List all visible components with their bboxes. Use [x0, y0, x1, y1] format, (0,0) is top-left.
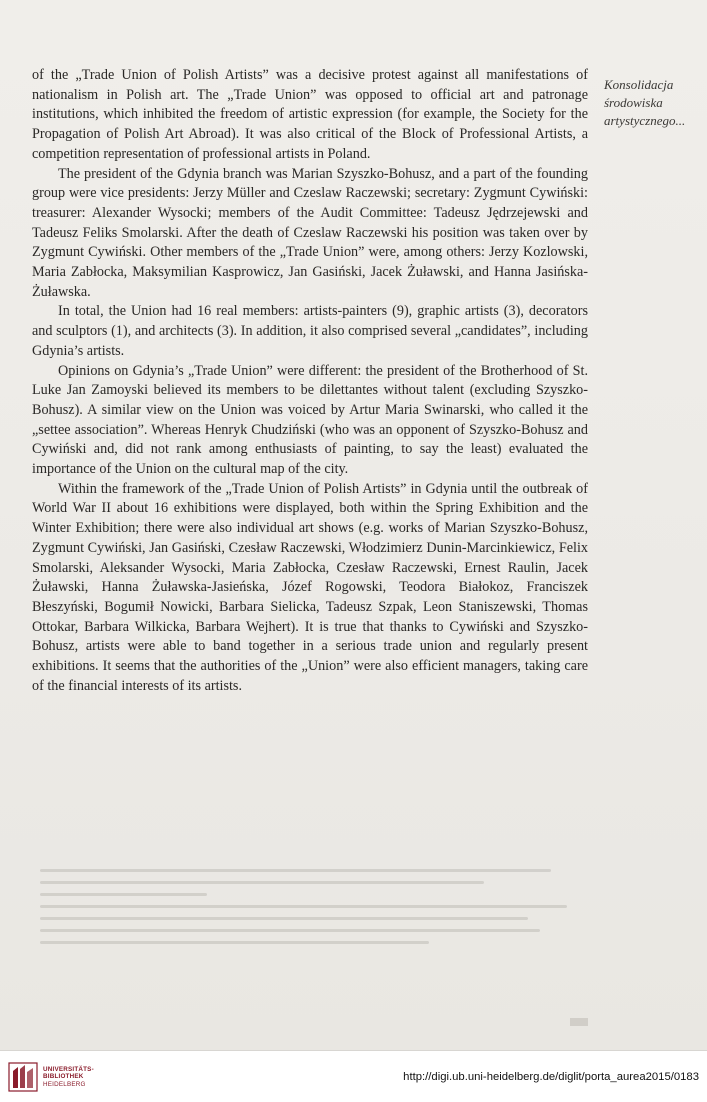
library-name	[43, 1066, 94, 1088]
margin-note-line: artystycznego...	[604, 113, 686, 128]
margin-note-line: Konsolidacja	[604, 77, 674, 92]
body-text	[32, 66, 588, 697]
permalink-url[interactable]: http://digi.ub.uni-heidelberg.de/diglit/porta_aurea2015/0183	[403, 1071, 699, 1083]
show-through-text	[40, 860, 595, 980]
paragraph: Opinions on Gdynia’s „Trade Union” were different: the president of the Brotherhood of St. Luke Jan Zamoyski believed its members to be dilettantes without talent (excluding Szyszko-Bohusz). A similar view on the Union was voiced by Artur Maria Swinarski, who called it the „settee association”. Whereas Henryk Chudziński (who was an opponent of Szyszko-Bohusz and Cywiński and, did not rank among enthusiasts of painting, to say the least) evaluated the importance of the Union on the cultural map of the city.	[32, 362, 588, 478]
university-library-logo-icon[interactable]	[8, 1061, 38, 1093]
margin-note-line: środowiska	[604, 95, 663, 110]
paragraph: In total, the Union had 16 real members: artists-painters (9), graphic artists (3), decorators and sculptors (1), and architects (3). In addition, it also comprised several „candidates”, including Gdynia’s artists.	[32, 303, 588, 359]
paragraph: The president of the Gdynia branch was Marian Szyszko-Bohusz, and a part of the founding group were vice presidents: Jerzy Müller and Czeslaw Raczewski; secretary: Zygmunt Cywiński: treasurer: Alexander Wysocki; members of the Audit Committee: Tadeusz Jędrzejewski and Tadeusz Feliks Smolarski. After the death of Czeslaw Raczewski his position was taken over by Zygmunt Cywiński. Other members of the „Trade Union” were, among others: Jerzy Kozlowski, Maria Zabłocka, Maksymilian Kasprowicz, Jan Gasiński, Jacek Żuławski, and Hanna Jasińska-Żuławska.	[32, 165, 588, 300]
show-through-page-number	[570, 1018, 588, 1026]
viewer-footer	[0, 1050, 707, 1102]
library-name-line: BIBLIOTHEK	[43, 1073, 84, 1081]
library-name-line: UNIVERSITÄTS-	[43, 1066, 94, 1073]
library-name-line: HEIDELBERG	[43, 1080, 86, 1088]
paragraph: of the „Trade Union of Polish Artists” was a decisive protest against all manifestations of nationalism in Polish art. The „Trade Union” was opposed to official art and patronage institutions, which inhibited the freedom of artistic expression (for example, the Society for the Propagation of Polish Art Abroad). It was also critical of the Block of Professional Artists, a competition representation of professional artists in Poland.	[32, 67, 588, 162]
margin-note	[604, 76, 704, 130]
paragraph: Within the framework of the „Trade Union of Polish Artists” in Gdynia until the outbreak of World War II about 16 exhibitions were displayed, both within the Spring Exhibition and the Winter Exhibition; there were also individual art shows (e.g. works of Marian Szyszko-Bohusz, Zygmunt Cywiński, Jan Gasiński, Czesław Raczewski, Włodzimierz Dunin-Marcinkiewicz, Felix Smolarski, Aleksander Wysocki, Maria Zabłocka, Czesław Raczewski, Ernest Raulin, Jacek Żuławski, Hanna Żuławska-Jasieńska, Józef Rogowski, Teodora Białokoz, Franciszek Błeszyński, Bogumił Nowicki, Barbara Sielicka, Tadeusz Szpak, Leon Staniszewski, Thomas Ottokar, Barbara Wilkicka, Barbara Wejhert). It is true that thanks to Cywiński and Szyszko-Bohusz, artists were able to band together in a serious trade union and regularly present exhibitions. It seems that the authorities of the „Union” were also efficient managers, taking care of the financial interests of its artists.	[32, 480, 588, 694]
